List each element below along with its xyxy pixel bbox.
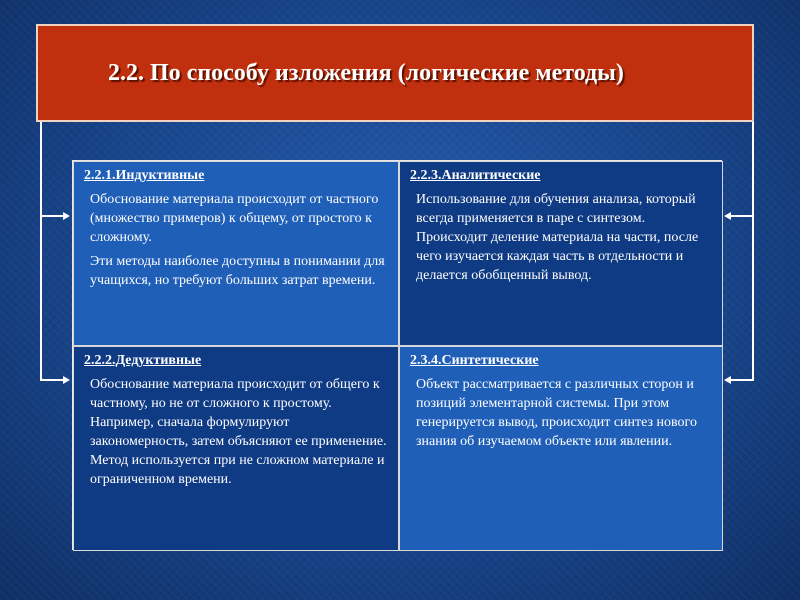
left-connector-to-deductive <box>40 379 64 381</box>
cell-inductive <box>73 161 399 346</box>
cell-synthetic <box>399 346 723 551</box>
right-connector-to-synthetic <box>731 379 754 381</box>
cell-title: 2.3.4.Синтетические <box>410 353 539 368</box>
cell-title: 2.2.3.Аналитические <box>410 168 541 183</box>
arrow-left-icon <box>724 376 731 384</box>
cell-text: Обоснование материала происходит от частного (множество примеров) к общему, от простого к сложному. <box>90 192 379 245</box>
cell-text: Эти методы наиболее доступны в понимании для учащихся, но требуют больших затрат времени. <box>90 254 385 288</box>
right-connector-to-analytic <box>731 215 754 217</box>
methods-table <box>72 160 722 550</box>
arrow-right-icon <box>63 376 70 384</box>
cell-analytic <box>399 161 723 346</box>
cell-text: Использование для обучения анализа, который всегда применяется в паре с синтезом. Происходит деление материала на части, после чего изучается каждая часть в отдельности и делается обобщенный вывод. <box>416 192 699 283</box>
left-connector-vertical <box>40 122 42 380</box>
cell-text: Объект рассматривается с различных сторон и позиций элементарной системы. При этом генерируется вывод, происходит синтез нового знания об изучаемом объекте или явлении. <box>416 377 697 449</box>
arrow-right-icon <box>63 212 70 220</box>
left-connector-to-inductive <box>40 215 64 217</box>
cell-text: Обоснование материала происходит от общего к частному, но не от сложного к простому. Например, сначала формулируют закономерность, затем объясняют ее применение. Метод используется при не сложном материале и ограниченном времени. <box>90 377 387 487</box>
arrow-left-icon <box>724 212 731 220</box>
slide-title-box <box>36 24 754 122</box>
cell-deductive <box>73 346 399 551</box>
cell-title: 2.2.2.Дедуктивные <box>84 353 202 368</box>
slide-title: 2.2. По способу изложения (логические методы) <box>108 59 624 86</box>
right-connector-vertical <box>752 122 754 380</box>
cell-title: 2.2.1.Индуктивные <box>84 168 205 183</box>
